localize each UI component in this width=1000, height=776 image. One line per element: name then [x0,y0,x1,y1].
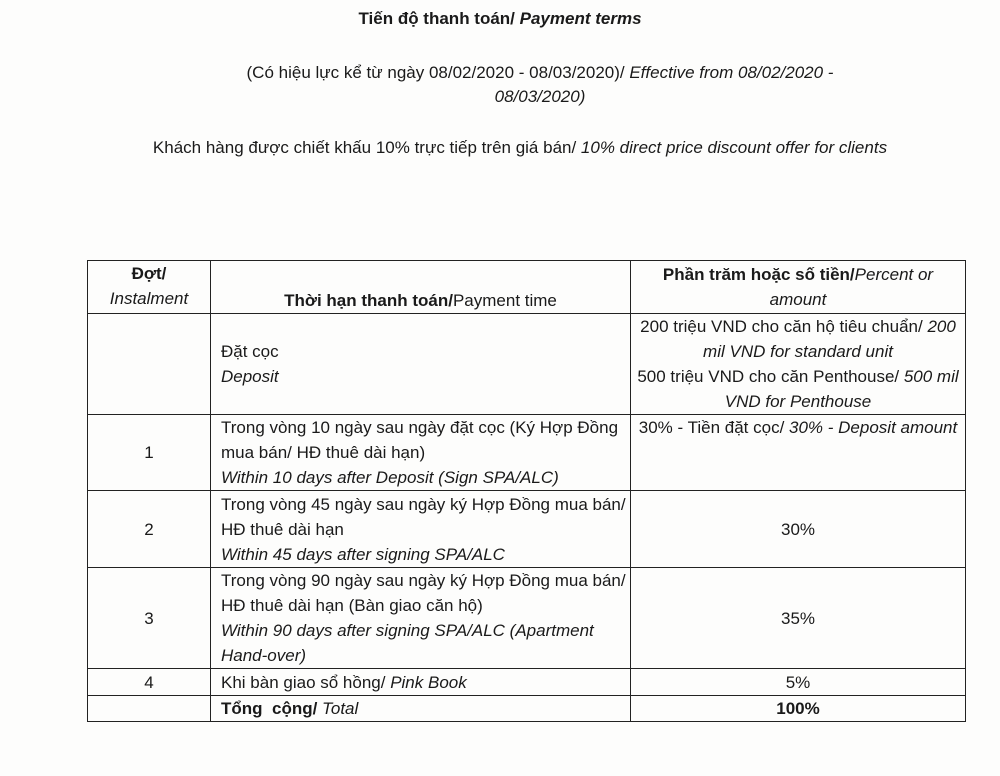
row-amount [631,314,966,415]
header-amount-en: Percent or amount [769,265,934,309]
total-instalment-empty [88,696,211,722]
row-time-vi: Trong vòng 90 ngày sau ngày ký Hợp Đồng mua bán/ HĐ thuê dài hạn (Bàn giao căn hộ) [221,571,626,615]
row-payment-time [211,415,631,491]
page-title [0,9,1000,29]
row-time-vi: Trong vòng 10 ngày sau ngày đặt cọc (Ký Hợp Đồng mua bán/ HĐ thuê dài hạn) [221,418,619,462]
effective-en: Effective from 08/02/2020 - 08/03/2020) [494,63,834,106]
row-amount-en: 30% - Deposit amount [784,418,958,437]
discount-en: 10% direct price discount offer for clients [576,138,888,157]
row-payment-time [211,491,631,568]
row-time-en: Deposit [221,367,279,386]
table-row [88,314,966,415]
row-amount [631,415,966,491]
header-time-vi: Thời hạn thanh toán/ [284,291,453,310]
title-en: Payment terms [514,9,642,28]
row-time-vi: Khi bàn giao sổ hồng/ [221,672,386,692]
payment-terms-table [87,260,966,722]
effective-vi: (Có hiệu lực kể từ ngày 08/02/2020 - 08/03/2020)/ [246,63,625,82]
table-header-row [88,261,966,314]
row-time-en: Pink Book [385,672,467,692]
row-payment-time [211,669,631,696]
row-amount: 30% [631,491,966,568]
row-amount-vi: 30% - Tiền đặt cọc/ [638,418,785,437]
table-row [88,491,966,568]
row-time-vi: Đặt cọc [221,342,279,361]
row-amount-2-en: 500 mil VND for Penthouse [724,367,959,411]
total-label-vi: Tổng cộng/ [221,699,318,718]
row-instalment-no: 3 [88,568,211,669]
total-label-en: Total [317,699,359,718]
row-instalment-no: 4 [88,669,211,696]
row-time-en: Within 90 days after signing SPA/ALC (Apartment Hand-over) [221,621,594,665]
row-instalment-no: 2 [88,491,211,568]
header-amount-vi: Phần trăm hoặc số tiền/ [662,265,855,284]
header-payment-time [211,261,631,314]
header-amount [631,261,966,314]
row-payment-time [211,314,631,415]
total-label [211,696,631,722]
row-time-en: Within 45 days after signing SPA/ALC [221,544,505,564]
row-amount: 5% [631,669,966,696]
title-vi: Tiến độ thanh toán/ [358,9,515,28]
row-amount-1-en: 200 mil VND for standard unit [703,317,956,361]
discount-vi: Khách hàng được chiết khấu 10% trực tiếp trên giá bán/ [152,138,577,157]
row-time-vi: Trong vòng 45 ngày sau ngày ký Hợp Đồng mua bán/ HĐ thuê dài hạn [221,494,626,539]
discount-note [120,135,920,160]
row-payment-time [211,568,631,669]
row-time-en: Within 10 days after Deposit (Sign SPA/ALC) [221,468,559,487]
row-instalment-no: 1 [88,415,211,491]
header-instalment [88,261,211,314]
table-total-row [88,696,966,722]
header-instalment-en: Instalment [109,289,189,308]
total-amount: 100% [631,696,966,722]
row-amount: 35% [631,568,966,669]
effective-period [200,61,880,109]
table-row [88,415,966,491]
header-instalment-vi: Đợt/ [131,264,167,283]
table-row [88,568,966,669]
header-time-en: Payment time [452,291,557,310]
row-instalment-no [88,314,211,415]
table-row [88,669,966,696]
row-amount-1-vi: 200 triệu VND cho căn hộ tiêu chuẩn/ [640,317,923,336]
row-amount-2-vi: 500 triệu VND cho căn Penthouse/ [637,367,900,386]
